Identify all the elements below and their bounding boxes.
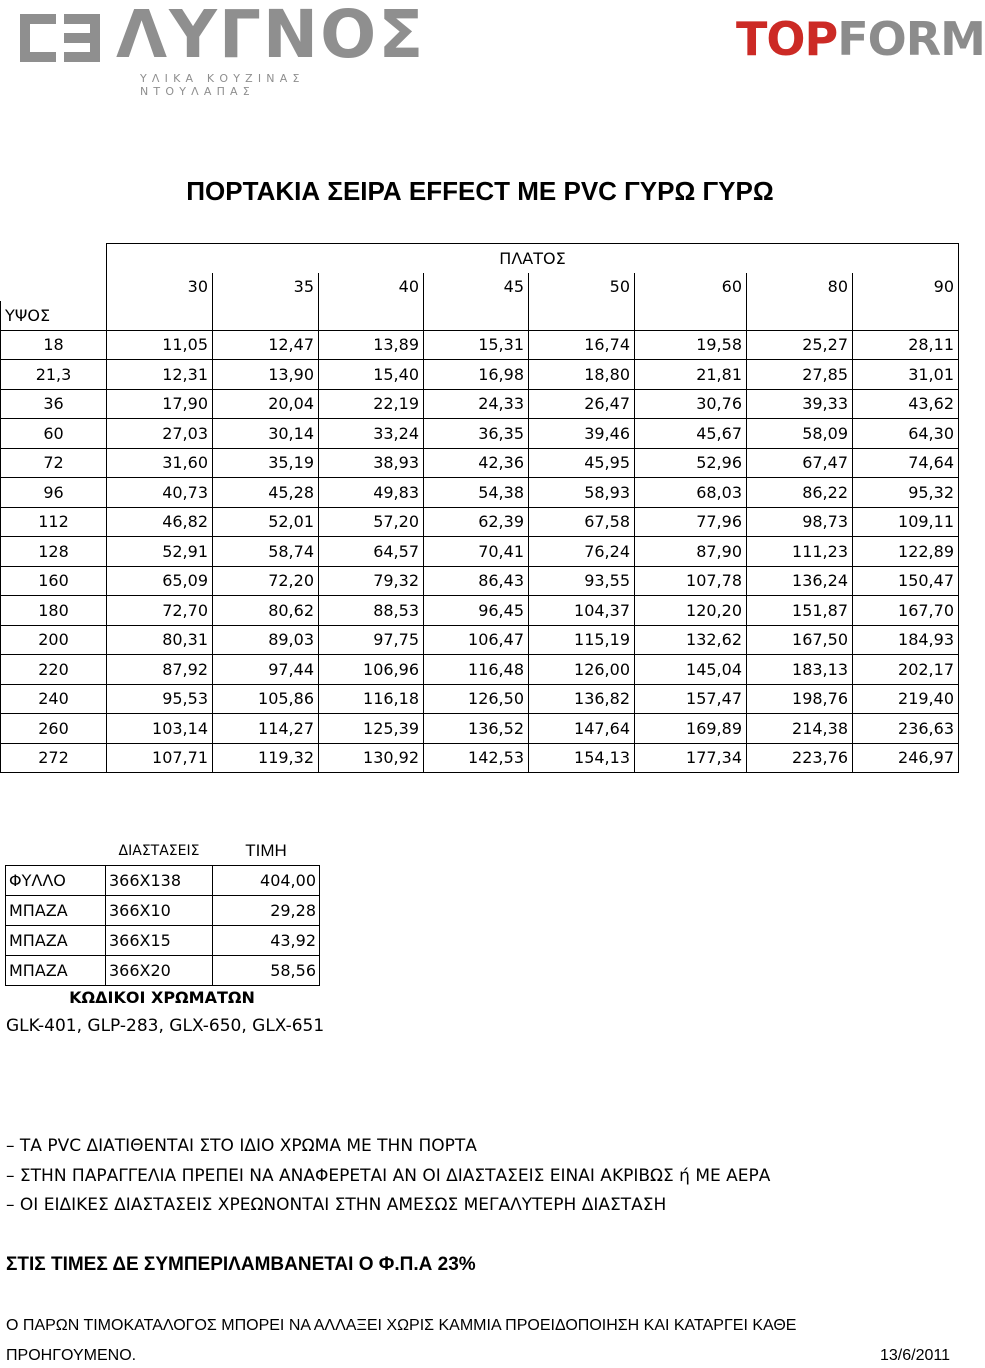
empty-cell [424, 301, 529, 330]
price-cell: 21,81 [635, 360, 747, 390]
price-cell: 80,62 [213, 596, 319, 626]
price-cell: 58,74 [213, 537, 319, 567]
price-cell: 72,70 [107, 596, 213, 626]
page-title: ΠΟΡΤΑΚΙΑ ΣΕΙΡΑ EFFECT ΜΕ PVC ΓΥΡΩ ΓΥΡΩ [186, 176, 774, 206]
empty-cell [747, 301, 853, 330]
price-cell: 122,89 [853, 537, 959, 567]
height-value: 21,3 [1, 360, 107, 390]
price-cell: 150,47 [853, 566, 959, 596]
price-cell: 24,33 [424, 389, 529, 419]
price-cell: 97,44 [213, 655, 319, 685]
table-row [1, 419, 959, 449]
price-header: ΤΙΜΗ [245, 840, 287, 860]
item-price: 404,00 [213, 866, 320, 896]
price-cell: 57,20 [319, 507, 424, 537]
width-label: ΠΛΑΤΟΣ [107, 244, 959, 273]
price-cell: 45,28 [213, 478, 319, 508]
height-value: 18 [1, 330, 107, 360]
table-row [1, 625, 959, 655]
price-cell: 16,98 [424, 360, 529, 390]
price-cell: 109,11 [853, 507, 959, 537]
price-cell: 16,74 [529, 330, 635, 360]
table-row [1, 360, 959, 390]
height-value: 160 [1, 566, 107, 596]
item-dimensions: 366Χ138 [106, 866, 213, 896]
price-cell: 15,31 [424, 330, 529, 360]
topform-logo-form: FORM [837, 12, 985, 66]
width-values-row [1, 273, 959, 302]
price-cell: 45,95 [529, 448, 635, 478]
price-cell: 177,34 [635, 743, 747, 773]
price-cell: 27,85 [747, 360, 853, 390]
price-cell: 30,76 [635, 389, 747, 419]
empty-cell [107, 301, 213, 330]
price-cell: 62,39 [424, 507, 529, 537]
color-codes-title: ΚΩΔΙΚΟΙ ΧΡΩΜΑΤΩΝ [69, 988, 255, 1007]
price-cell: 103,14 [107, 714, 213, 744]
width-value: 60 [635, 273, 747, 302]
price-cell: 115,19 [529, 625, 635, 655]
price-cell: 52,01 [213, 507, 319, 537]
table-row [1, 478, 959, 508]
table-row [1, 743, 959, 773]
price-table [0, 243, 959, 773]
price-cell: 236,63 [853, 714, 959, 744]
height-value: 240 [1, 684, 107, 714]
item-name: ΦΥΛΛΟ [6, 866, 106, 896]
height-value: 260 [1, 714, 107, 744]
width-value: 50 [529, 273, 635, 302]
price-cell: 130,92 [319, 743, 424, 773]
price-cell: 58,09 [747, 419, 853, 449]
price-cell: 54,38 [424, 478, 529, 508]
price-cell: 80,31 [107, 625, 213, 655]
width-value: 40 [319, 273, 424, 302]
empty-cell [319, 301, 424, 330]
price-cell: 147,64 [529, 714, 635, 744]
note-item: – ΤΑ PVC ΔΙΑΤΙΘΕΝΤΑΙ ΣΤΟ ΙΔΙΟ ΧΡΩΜΑ ΜΕ ΤΗΝ ΠΟΡΤΑ [6, 1136, 477, 1156]
price-cell: 142,53 [424, 743, 529, 773]
width-value: 30 [107, 273, 213, 302]
price-cell: 70,41 [424, 537, 529, 567]
price-cell: 79,32 [319, 566, 424, 596]
price-cell: 107,78 [635, 566, 747, 596]
height-value: 180 [1, 596, 107, 626]
price-cell: 77,96 [635, 507, 747, 537]
height-label-row [1, 301, 959, 330]
price-cell: 76,24 [529, 537, 635, 567]
table-row [1, 714, 959, 744]
note-item: – ΣΤΗΝ ΠΑΡΑΓΓΕΛΙΑ ΠΡΕΠΕΙ ΝΑ ΑΝΑΦΕΡΕΤΑΙ ΑΝ ΟΙ ΔΙΑΣΤΑΣΕΙΣ ΕΙΝΑΙ ΑΚΡΙΒΩΣ ή ΜΕ ΑΕΡΑ [6, 1166, 771, 1186]
price-cell: 116,18 [319, 684, 424, 714]
empty-cell [635, 301, 747, 330]
price-cell: 86,43 [424, 566, 529, 596]
price-cell: 13,90 [213, 360, 319, 390]
item-dimensions: 366Χ20 [106, 956, 213, 986]
price-cell: 87,90 [635, 537, 747, 567]
item-dimensions: 366Χ10 [106, 896, 213, 926]
price-cell: 132,62 [635, 625, 747, 655]
price-cell: 87,92 [107, 655, 213, 685]
price-cell: 125,39 [319, 714, 424, 744]
price-cell: 154,13 [529, 743, 635, 773]
price-cell: 46,82 [107, 507, 213, 537]
price-cell: 52,91 [107, 537, 213, 567]
price-cell: 223,76 [747, 743, 853, 773]
empty-cell [213, 301, 319, 330]
vat-note: ΣΤΙΣ ΤΙΜΕΣ ΔΕ ΣΥΜΠΕΡΙΛΑΜΒΑΝΕΤΑΙ Ο Φ.Π.Α 23% [6, 1254, 476, 1275]
price-cell: 114,27 [213, 714, 319, 744]
price-cell: 58,93 [529, 478, 635, 508]
width-value: 35 [213, 273, 319, 302]
lygnos-logo-tagline: ΥΛΙΚΑ ΚΟΥΖΙΝΑΣ ΝΤΟΥΛΑΠΑΣ [140, 72, 305, 98]
extras-row [6, 926, 320, 956]
price-cell: 30,14 [213, 419, 319, 449]
price-cell: 120,20 [635, 596, 747, 626]
table-row [1, 448, 959, 478]
document-date: 13/6/2011 [880, 1347, 950, 1364]
price-cell: 89,03 [213, 625, 319, 655]
empty-cell [529, 301, 635, 330]
price-cell: 36,35 [424, 419, 529, 449]
price-cell: 25,27 [747, 330, 853, 360]
price-cell: 31,60 [107, 448, 213, 478]
price-cell: 136,24 [747, 566, 853, 596]
price-cell: 22,19 [319, 389, 424, 419]
price-cell: 198,76 [747, 684, 853, 714]
price-cell: 145,04 [635, 655, 747, 685]
price-cell: 35,19 [213, 448, 319, 478]
empty-cell [1, 273, 107, 302]
price-cell: 86,22 [747, 478, 853, 508]
price-cell: 45,67 [635, 419, 747, 449]
height-value: 36 [1, 389, 107, 419]
disclaimer-line: Ο ΠΑΡΩΝ ΤΙΜΟΚΑΤΑΛΟΓΟΣ ΜΠΟΡΕΙ ΝΑ ΑΛΛΑΞΕΙ ΧΩΡΙΣ ΚΑΜΜΙΑ ΠΡΟΕΙΔΟΠΟΙΗΣΗ ΚΑΙ ΚΑΤΑΡΓΕΙ ΚΑΘΕ [6, 1317, 797, 1334]
price-cell: 167,70 [853, 596, 959, 626]
lygnos-logo [20, 0, 426, 98]
price-cell: 106,47 [424, 625, 529, 655]
price-cell: 136,52 [424, 714, 529, 744]
width-value: 80 [747, 273, 853, 302]
price-cell: 246,97 [853, 743, 959, 773]
price-cell: 202,17 [853, 655, 959, 685]
height-value: 60 [1, 419, 107, 449]
price-cell: 42,36 [424, 448, 529, 478]
price-cell: 88,53 [319, 596, 424, 626]
price-cell: 15,40 [319, 360, 424, 390]
table-row [1, 537, 959, 567]
price-cell: 107,71 [107, 743, 213, 773]
width-label-row [1, 244, 959, 273]
price-cell: 93,55 [529, 566, 635, 596]
price-cell: 219,40 [853, 684, 959, 714]
table-row [1, 330, 959, 360]
table-row [1, 684, 959, 714]
price-cell: 17,90 [107, 389, 213, 419]
height-value: 128 [1, 537, 107, 567]
extras-header-row [6, 836, 320, 866]
price-cell: 39,46 [529, 419, 635, 449]
price-cell: 12,47 [213, 330, 319, 360]
price-cell: 13,89 [319, 330, 424, 360]
price-cell: 96,45 [424, 596, 529, 626]
price-cell: 27,03 [107, 419, 213, 449]
price-cell: 126,50 [424, 684, 529, 714]
price-cell: 12,31 [107, 360, 213, 390]
price-cell: 40,73 [107, 478, 213, 508]
price-cell: 95,32 [853, 478, 959, 508]
lygnos-logo-mark-icon [20, 10, 104, 66]
price-cell: 64,30 [853, 419, 959, 449]
price-cell: 52,96 [635, 448, 747, 478]
price-cell: 136,82 [529, 684, 635, 714]
topform-logo-top: TOP [736, 12, 838, 66]
table-row [1, 655, 959, 685]
item-price: 43,92 [213, 926, 320, 956]
price-cell: 151,87 [747, 596, 853, 626]
price-cell: 31,01 [853, 360, 959, 390]
item-name: ΜΠΑΖΑ [6, 926, 106, 956]
price-cell: 167,50 [747, 625, 853, 655]
price-cell: 68,03 [635, 478, 747, 508]
price-cell: 214,38 [747, 714, 853, 744]
table-row [1, 389, 959, 419]
price-cell: 11,05 [107, 330, 213, 360]
extras-table [5, 836, 320, 986]
price-cell: 49,83 [319, 478, 424, 508]
price-cell: 33,24 [319, 419, 424, 449]
width-value: 45 [424, 273, 529, 302]
height-value: 200 [1, 625, 107, 655]
price-cell: 98,73 [747, 507, 853, 537]
price-cell: 64,57 [319, 537, 424, 567]
price-cell: 67,47 [747, 448, 853, 478]
price-cell: 67,58 [529, 507, 635, 537]
price-cell: 184,93 [853, 625, 959, 655]
topform-logo [736, 14, 985, 64]
dimensions-header: ΔΙΑΣΤΑΣΕΙΣ [118, 842, 200, 859]
height-value: 220 [1, 655, 107, 685]
price-cell: 97,75 [319, 625, 424, 655]
height-value: 272 [1, 743, 107, 773]
price-cell: 65,09 [107, 566, 213, 596]
price-cell: 106,96 [319, 655, 424, 685]
item-name: ΜΠΑΖΑ [6, 896, 106, 926]
price-cell: 43,62 [853, 389, 959, 419]
price-cell: 104,37 [529, 596, 635, 626]
price-cell: 74,64 [853, 448, 959, 478]
item-price: 29,28 [213, 896, 320, 926]
price-cell: 183,13 [747, 655, 853, 685]
disclaimer-line: ΠΡΟΗΓΟΥΜΕΝΟ. [6, 1347, 137, 1364]
price-cell: 116,48 [424, 655, 529, 685]
price-cell: 95,53 [107, 684, 213, 714]
height-label: ΥΨΟΣ [1, 301, 107, 330]
price-cell: 105,86 [213, 684, 319, 714]
extras-row [6, 866, 320, 896]
price-cell: 39,33 [747, 389, 853, 419]
lygnos-logo-text: ΛΥΓΝΟΣ [116, 0, 426, 73]
price-cell: 19,58 [635, 330, 747, 360]
color-codes: GLK-401, GLP-283, GLX-650, GLX-651 [6, 1016, 325, 1036]
price-cell: 38,93 [319, 448, 424, 478]
price-cell: 26,47 [529, 389, 635, 419]
item-name: ΜΠΑΖΑ [6, 956, 106, 986]
price-cell: 20,04 [213, 389, 319, 419]
price-cell: 111,23 [747, 537, 853, 567]
item-dimensions: 366Χ15 [106, 926, 213, 956]
empty-cell [853, 301, 959, 330]
price-cell: 28,11 [853, 330, 959, 360]
table-row [1, 507, 959, 537]
extras-row [6, 896, 320, 926]
width-value: 90 [853, 273, 959, 302]
extras-row [6, 956, 320, 986]
note-item: – ΟΙ ΕΙΔΙΚΕΣ ΔΙΑΣΤΑΣΕΙΣ ΧΡΕΩΝΟΝΤΑΙ ΣΤΗΝ ΑΜΕΣΩΣ ΜΕΓΑΛΥΤΕΡΗ ΔΙΑΣΤΑΣΗ [6, 1195, 667, 1215]
price-cell: 72,20 [213, 566, 319, 596]
price-cell: 119,32 [213, 743, 319, 773]
item-price: 58,56 [213, 956, 320, 986]
price-cell: 126,00 [529, 655, 635, 685]
price-cell: 169,89 [635, 714, 747, 744]
height-value: 96 [1, 478, 107, 508]
height-value: 112 [1, 507, 107, 537]
table-row [1, 566, 959, 596]
height-value: 72 [1, 448, 107, 478]
table-row [1, 596, 959, 626]
price-cell: 18,80 [529, 360, 635, 390]
price-cell: 157,47 [635, 684, 747, 714]
